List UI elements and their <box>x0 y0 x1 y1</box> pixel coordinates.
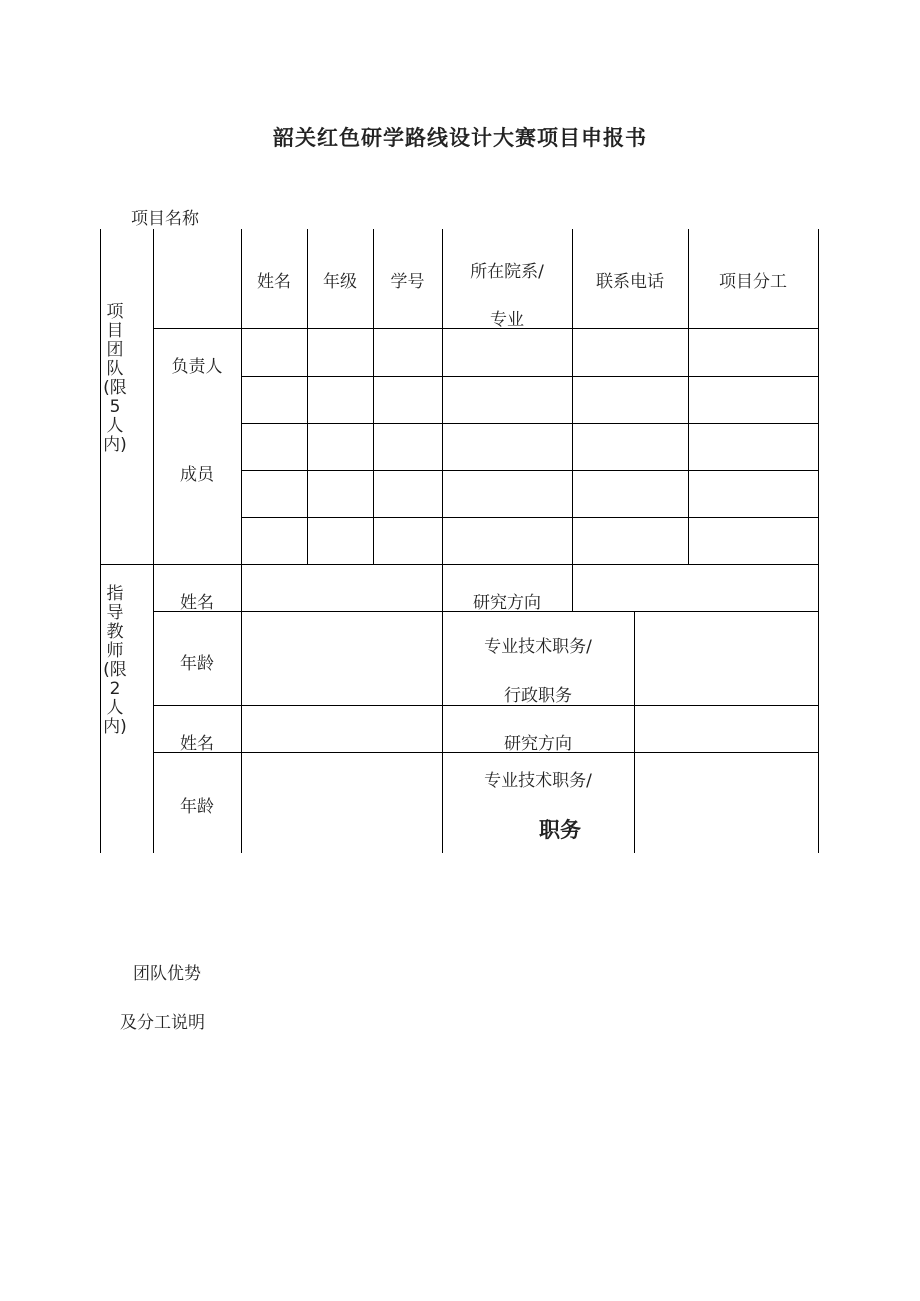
table-line <box>241 376 818 377</box>
header-phone: 联系电话 <box>596 272 664 292</box>
advisor1-age-label: 年龄 <box>180 654 214 674</box>
advisor1-title-line1: 专业技术职务/ <box>484 637 592 657</box>
member-label: 成员 <box>180 465 214 485</box>
table-line <box>241 229 242 853</box>
header-dept-line2: 专业 <box>490 310 524 330</box>
page-title: 韶关红色研学路线设计大赛项目申报书 <box>273 126 647 150</box>
header-dept-line1: 所在院系/ <box>470 262 544 282</box>
header-student-id: 学号 <box>390 272 425 292</box>
advisor1-research-label: 研究方向 <box>473 593 541 613</box>
table-line <box>153 229 154 853</box>
table-line <box>818 229 819 853</box>
advisor2-research-label: 研究方向 <box>504 734 572 754</box>
project-name-label: 项目名称 <box>131 209 199 229</box>
advisor1-name-label: 姓名 <box>180 593 214 613</box>
advisor1-title-line2: 行政职务 <box>504 686 572 706</box>
table-line <box>241 517 818 518</box>
advantages-label-line2: 及分工说明 <box>120 1013 205 1033</box>
table-line <box>100 229 101 853</box>
header-role: 项目分工 <box>719 272 787 292</box>
header-name: 姓名 <box>257 272 291 292</box>
advisor2-name-label: 姓名 <box>180 734 214 754</box>
header-grade: 年级 <box>323 272 357 292</box>
table-line <box>241 470 818 471</box>
advantages-label-line1: 团队优势 <box>133 964 201 984</box>
table-line <box>100 564 818 565</box>
advisor2-age-label: 年龄 <box>180 797 214 817</box>
advisor2-title-line2: 职务 <box>539 818 581 842</box>
advisor2-title-line1: 专业技术职务/ <box>484 771 592 791</box>
advisor-section-label: 指导教师(限2人内) <box>103 584 127 737</box>
team-section-label: 项目团队(限5人内) <box>103 302 127 455</box>
leader-label: 负责人 <box>171 357 223 377</box>
table-line <box>241 423 818 424</box>
